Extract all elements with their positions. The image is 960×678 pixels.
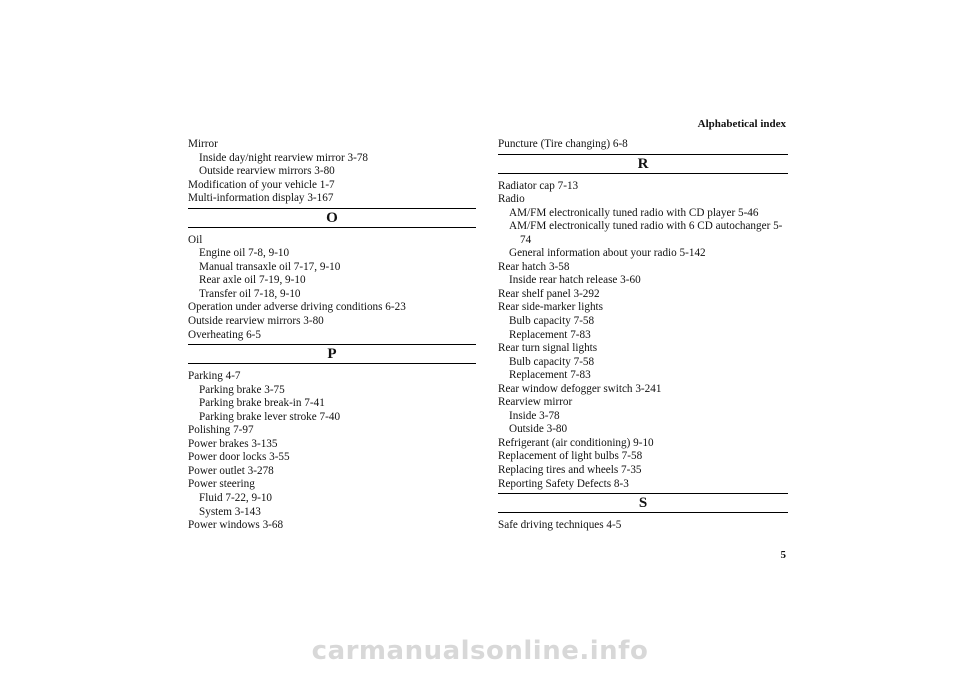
index-entry: Multi-information display 3-167 bbox=[188, 192, 334, 205]
index-subentry: System 3-143 bbox=[199, 505, 261, 518]
index-subentry: AM/FM electronically tuned radio with 6 CD autochanger 5-74 bbox=[509, 220, 783, 246]
index-subentry: Fluid 7-22, 9-10 bbox=[199, 492, 273, 505]
index-column-left bbox=[188, 138, 476, 533]
index-entry: Power brakes 3-135 bbox=[188, 437, 278, 450]
index-subentry: Replacement 7-83 bbox=[509, 369, 591, 382]
running-header-title: Alphabetical index bbox=[697, 118, 786, 130]
index-entry: Operation under adverse driving conditions 6-23 bbox=[188, 301, 406, 314]
index-entry: Parking 4-7 bbox=[188, 370, 241, 383]
index-entry: Rearview mirror bbox=[498, 396, 573, 409]
index-subentry: Parking brake lever stroke 7-40 bbox=[199, 410, 341, 423]
section-letter-heading: R bbox=[498, 154, 788, 174]
index-entry: Radio bbox=[498, 193, 525, 206]
index-subentry: Inside day/night rearview mirror 3-78 bbox=[199, 151, 369, 164]
index-entry: Rear side-marker lights bbox=[498, 301, 604, 314]
index-entry: Reporting Safety Defects 8-3 bbox=[498, 477, 629, 490]
index-entry: Power outlet 3-278 bbox=[188, 464, 274, 477]
index-entry: Replacing tires and wheels 7-35 bbox=[498, 464, 642, 477]
index-subentry: Inside 3-78 bbox=[509, 409, 560, 422]
index-entry: Outside rearview mirrors 3-80 bbox=[188, 315, 324, 328]
index-entry: Power door locks 3-55 bbox=[188, 451, 290, 464]
index-entry: Modification of your vehicle 1-7 bbox=[188, 178, 335, 191]
index-subentry: Inside rear hatch release 3-60 bbox=[509, 274, 641, 287]
index-entry: Safe driving techniques 4-5 bbox=[498, 519, 622, 532]
index-entry: Rear turn signal lights bbox=[498, 342, 598, 355]
index-entry: Rear shelf panel 3-292 bbox=[498, 287, 600, 300]
index-subentry: General information about your radio 5-142 bbox=[509, 247, 706, 260]
index-entry: Mirror bbox=[188, 138, 218, 150]
index-subentry: AM/FM electronically tuned radio with CD player 5-46 bbox=[509, 206, 759, 219]
index-entry: Power windows 3-68 bbox=[188, 519, 284, 532]
index-column-right bbox=[498, 138, 788, 533]
index-subentry: Outside 3-80 bbox=[509, 423, 568, 436]
section-letter-heading: P bbox=[188, 344, 476, 364]
index-subentry: Parking brake break-in 7-41 bbox=[199, 397, 325, 410]
index-entry: Refrigerant (air conditioning) 9-10 bbox=[498, 436, 654, 449]
index-subentry: Bulb capacity 7-58 bbox=[509, 355, 595, 368]
index-subentry: Engine oil 7-8, 9-10 bbox=[199, 247, 290, 260]
index-entry: Polishing 7-97 bbox=[188, 424, 254, 437]
index-entry: Radiator cap 7-13 bbox=[498, 179, 579, 192]
watermark-text: carmanualsonline.info bbox=[311, 636, 649, 666]
index-subentry: Manual transaxle oil 7-17, 9-10 bbox=[199, 260, 341, 273]
index-subentry: Rear axle oil 7-19, 9-10 bbox=[199, 274, 306, 287]
index-entry: Oil bbox=[188, 233, 203, 246]
index-entry: Rear hatch 3-58 bbox=[498, 260, 570, 273]
index-entry: Overheating 6-5 bbox=[188, 328, 262, 341]
index-subentry: Parking brake 3-75 bbox=[199, 383, 285, 396]
index-entry: Rear window defogger switch 3-241 bbox=[498, 382, 662, 395]
index-entry: Power steering bbox=[188, 478, 255, 491]
index-subentry: Transfer oil 7-18, 9-10 bbox=[199, 287, 301, 300]
index-subentry: Outside rearview mirrors 3-80 bbox=[199, 165, 335, 178]
section-letter-heading: S bbox=[498, 493, 788, 513]
index-entry: Puncture (Tire changing) 6-8 bbox=[498, 138, 628, 150]
index-subentry: Bulb capacity 7-58 bbox=[509, 315, 595, 328]
section-letter-heading: O bbox=[188, 208, 476, 228]
index-entry: Replacement of light bulbs 7-58 bbox=[498, 450, 643, 463]
index-subentry: Replacement 7-83 bbox=[509, 328, 591, 341]
page-number: 5 bbox=[780, 549, 786, 561]
